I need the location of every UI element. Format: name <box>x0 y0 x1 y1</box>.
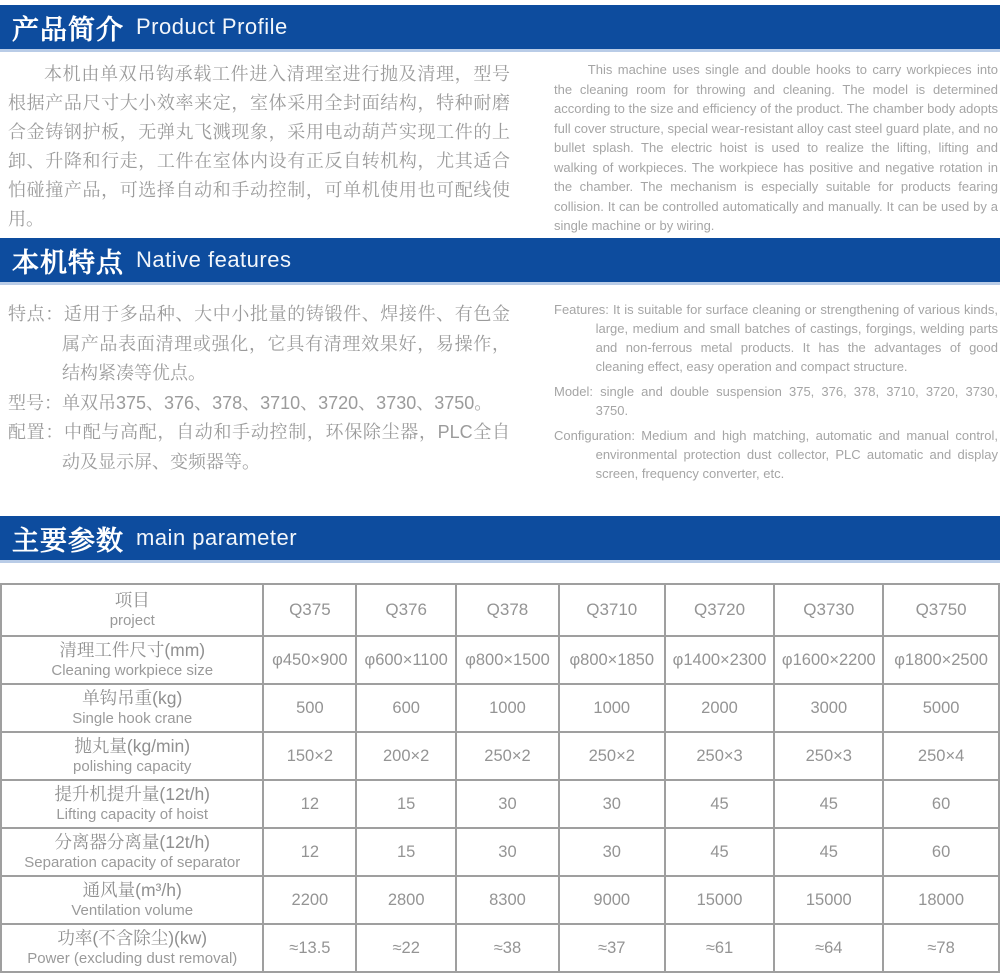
param-cell: 15000 <box>665 876 775 924</box>
row-label-en: Separation capacity of separator <box>24 854 241 871</box>
table-row <box>1 828 999 876</box>
param-cell: 1000 <box>456 684 559 732</box>
feature-item-en: Features: It is suitable for surface cleaning or strengthening of various kinds, large, medium and small batches of castings, forgings, welding parts and non-ferrous metal products. It has the advantages of good cleaning effect, easy operation and compact structure. <box>554 302 998 374</box>
param-cell: ≈78 <box>883 924 999 972</box>
param-cell: 15000 <box>774 876 883 924</box>
param-cell: 12 <box>263 828 356 876</box>
table-row <box>1 636 999 684</box>
param-cell: 3000 <box>774 684 883 732</box>
param-cell: 250×2 <box>456 732 559 780</box>
model-column-header: Q3720 <box>665 584 775 636</box>
profile-section <box>0 60 1000 236</box>
row-label-cell <box>1 684 263 732</box>
row-label-en: Single hook crane <box>72 710 193 727</box>
param-cell: φ600×1100 <box>356 636 456 684</box>
feature-item-cn: 型号：单双吊375、376、378、3710、3720、3730、3750。 <box>8 392 493 413</box>
param-cell: 45 <box>665 828 775 876</box>
param-cell: ≈22 <box>356 924 456 972</box>
table-row <box>1 924 999 972</box>
param-cell: 1000 <box>559 684 665 732</box>
param-cell: 30 <box>559 828 665 876</box>
param-cell: 60 <box>883 780 999 828</box>
row-label-cell <box>1 636 263 684</box>
param-cell: φ800×1500 <box>456 636 559 684</box>
section-header-native-features <box>0 238 1000 285</box>
row-label-en: Cleaning workpiece size <box>51 662 214 679</box>
row-label-en: Ventilation volume <box>71 902 194 919</box>
profile-paragraph-cn: 本机由单双吊钩承载工件进入清理室进行抛及清理，型号根据产品尺寸大小效率来定，室体采用全封面结构，特种耐磨合金铸钢护板，无弹丸飞溅现象，采用电动葫芦实现工件的上卸、升降和行走，工件在室体内设有正反自转机构，尤其适合怕碰撞产品，可选择自动和手动控制，可单机使用也可配线使用。 <box>8 64 510 229</box>
param-cell: φ1600×2200 <box>774 636 883 684</box>
param-cell: ≈61 <box>665 924 775 972</box>
param-cell: 250×4 <box>883 732 999 780</box>
param-cell: 45 <box>665 780 775 828</box>
table-row <box>1 780 999 828</box>
param-cell: 500 <box>263 684 356 732</box>
features-english-column <box>554 300 998 489</box>
profile-paragraph-en: This machine uses single and double hooks to carry workpieces into the cleaning room for throwing and cleaning. The model is determined according to the size and efficiency of the product. The chamber body adopts full cover structure, special wear-resistant alloy cast steel guard plate, and no bullet splash. The electric hoist is used to realize the lifting, lifting and walking of workpieces. The workpiece has positive and negative rotation in the chamber. The mechanism is especially suitable for products fearing collision. It can be controlled automatically and manually. It can be used by a single machine or by wiring. <box>554 62 998 233</box>
table-row <box>1 684 999 732</box>
table-header-row <box>1 584 999 636</box>
param-cell: 30 <box>456 780 559 828</box>
param-cell: 60 <box>883 828 999 876</box>
feature-item-en: Model: single and double suspension 375, 376, 378, 3710, 3720, 3730, 3750. <box>554 384 998 418</box>
section-title-cn: 主要参数 <box>12 525 124 556</box>
param-cell: ≈64 <box>774 924 883 972</box>
row-label-cn: 功率(不含除尘)(kw) <box>57 928 208 948</box>
model-column-header: Q375 <box>263 584 356 636</box>
feature-item-cn: 特点：适用于多品种、大中小批量的铸锻件、焊接件、有色金属产品表面清理或强化，它具有清理效果好，易操作，结构紧凑等优点。 <box>8 304 510 383</box>
param-cell: 8300 <box>456 876 559 924</box>
feature-item-en: Configuration: Medium and high matching, automatic and manual control, environmental protection dust collector, PLC automatic and display screen, frequency converter, etc. <box>554 428 998 481</box>
param-cell: 250×2 <box>559 732 665 780</box>
row-label-cn: 清理工件尺寸(mm) <box>59 640 206 660</box>
param-cell: 12 <box>263 780 356 828</box>
param-cell: 30 <box>559 780 665 828</box>
header-label-en: project <box>109 612 155 629</box>
param-cell: 600 <box>356 684 456 732</box>
param-cell: ≈38 <box>456 924 559 972</box>
section-title-cn: 产品简介 <box>12 14 124 45</box>
parameter-table-wrapper <box>0 583 1000 973</box>
row-label-cn: 抛丸量(kg/min) <box>74 736 191 756</box>
row-label-cn: 提升机提升量(12t/h) <box>54 784 211 804</box>
param-cell: ≈37 <box>559 924 665 972</box>
features-chinese-column <box>8 300 510 489</box>
param-cell: 9000 <box>559 876 665 924</box>
param-cell: φ450×900 <box>263 636 356 684</box>
table-row <box>1 876 999 924</box>
section-title-en: Product Profile <box>136 14 288 39</box>
row-label-cn: 通风量(m³/h) <box>82 880 182 900</box>
project-header-cell <box>1 584 263 636</box>
section-header-main-parameter <box>0 516 1000 563</box>
model-column-header: Q3730 <box>774 584 883 636</box>
row-label-cn: 单钩吊重(kg) <box>82 688 183 708</box>
row-label-cell <box>1 732 263 780</box>
param-cell: 45 <box>774 828 883 876</box>
param-cell: φ800×1850 <box>559 636 665 684</box>
param-cell: ≈13.5 <box>263 924 356 972</box>
header-label-cn: 项目 <box>114 590 150 610</box>
row-label-cn: 分离器分离量(12t/h) <box>54 832 211 852</box>
row-label-cell <box>1 876 263 924</box>
model-column-header: Q3710 <box>559 584 665 636</box>
row-label-en: Lifting capacity of hoist <box>56 806 209 823</box>
param-cell: 5000 <box>883 684 999 732</box>
param-cell: 250×3 <box>774 732 883 780</box>
row-label-en: Power (excluding dust removal) <box>27 950 238 967</box>
row-label-cell <box>1 780 263 828</box>
section-title-cn: 本机特点 <box>12 247 124 278</box>
param-cell: 2800 <box>356 876 456 924</box>
profile-chinese-column <box>8 60 510 236</box>
section-title-en: Native features <box>136 247 292 272</box>
param-cell: 15 <box>356 828 456 876</box>
table-row <box>1 732 999 780</box>
model-column-header: Q378 <box>456 584 559 636</box>
features-section <box>0 300 1000 489</box>
param-cell: 2000 <box>665 684 775 732</box>
param-cell: 18000 <box>883 876 999 924</box>
row-label-cell <box>1 828 263 876</box>
param-cell: 150×2 <box>263 732 356 780</box>
param-cell: 15 <box>356 780 456 828</box>
param-cell: 200×2 <box>356 732 456 780</box>
param-cell: φ1800×2500 <box>883 636 999 684</box>
param-cell: 250×3 <box>665 732 775 780</box>
row-label-cell <box>1 924 263 972</box>
param-cell: 2200 <box>263 876 356 924</box>
feature-item-cn: 配置：中配与高配，自动和手动控制，环保除尘器，PLC全自动及显示屏、变频器等。 <box>8 422 510 472</box>
model-column-header: Q3750 <box>883 584 999 636</box>
section-title-en: main parameter <box>136 525 298 550</box>
profile-english-column <box>554 60 998 236</box>
section-header-product-profile <box>0 5 1000 52</box>
row-label-en: polishing capacity <box>73 758 192 775</box>
model-column-header: Q376 <box>356 584 456 636</box>
param-cell: 45 <box>774 780 883 828</box>
param-cell: φ1400×2300 <box>665 636 775 684</box>
parameter-table <box>0 583 1000 973</box>
param-cell: 30 <box>456 828 559 876</box>
